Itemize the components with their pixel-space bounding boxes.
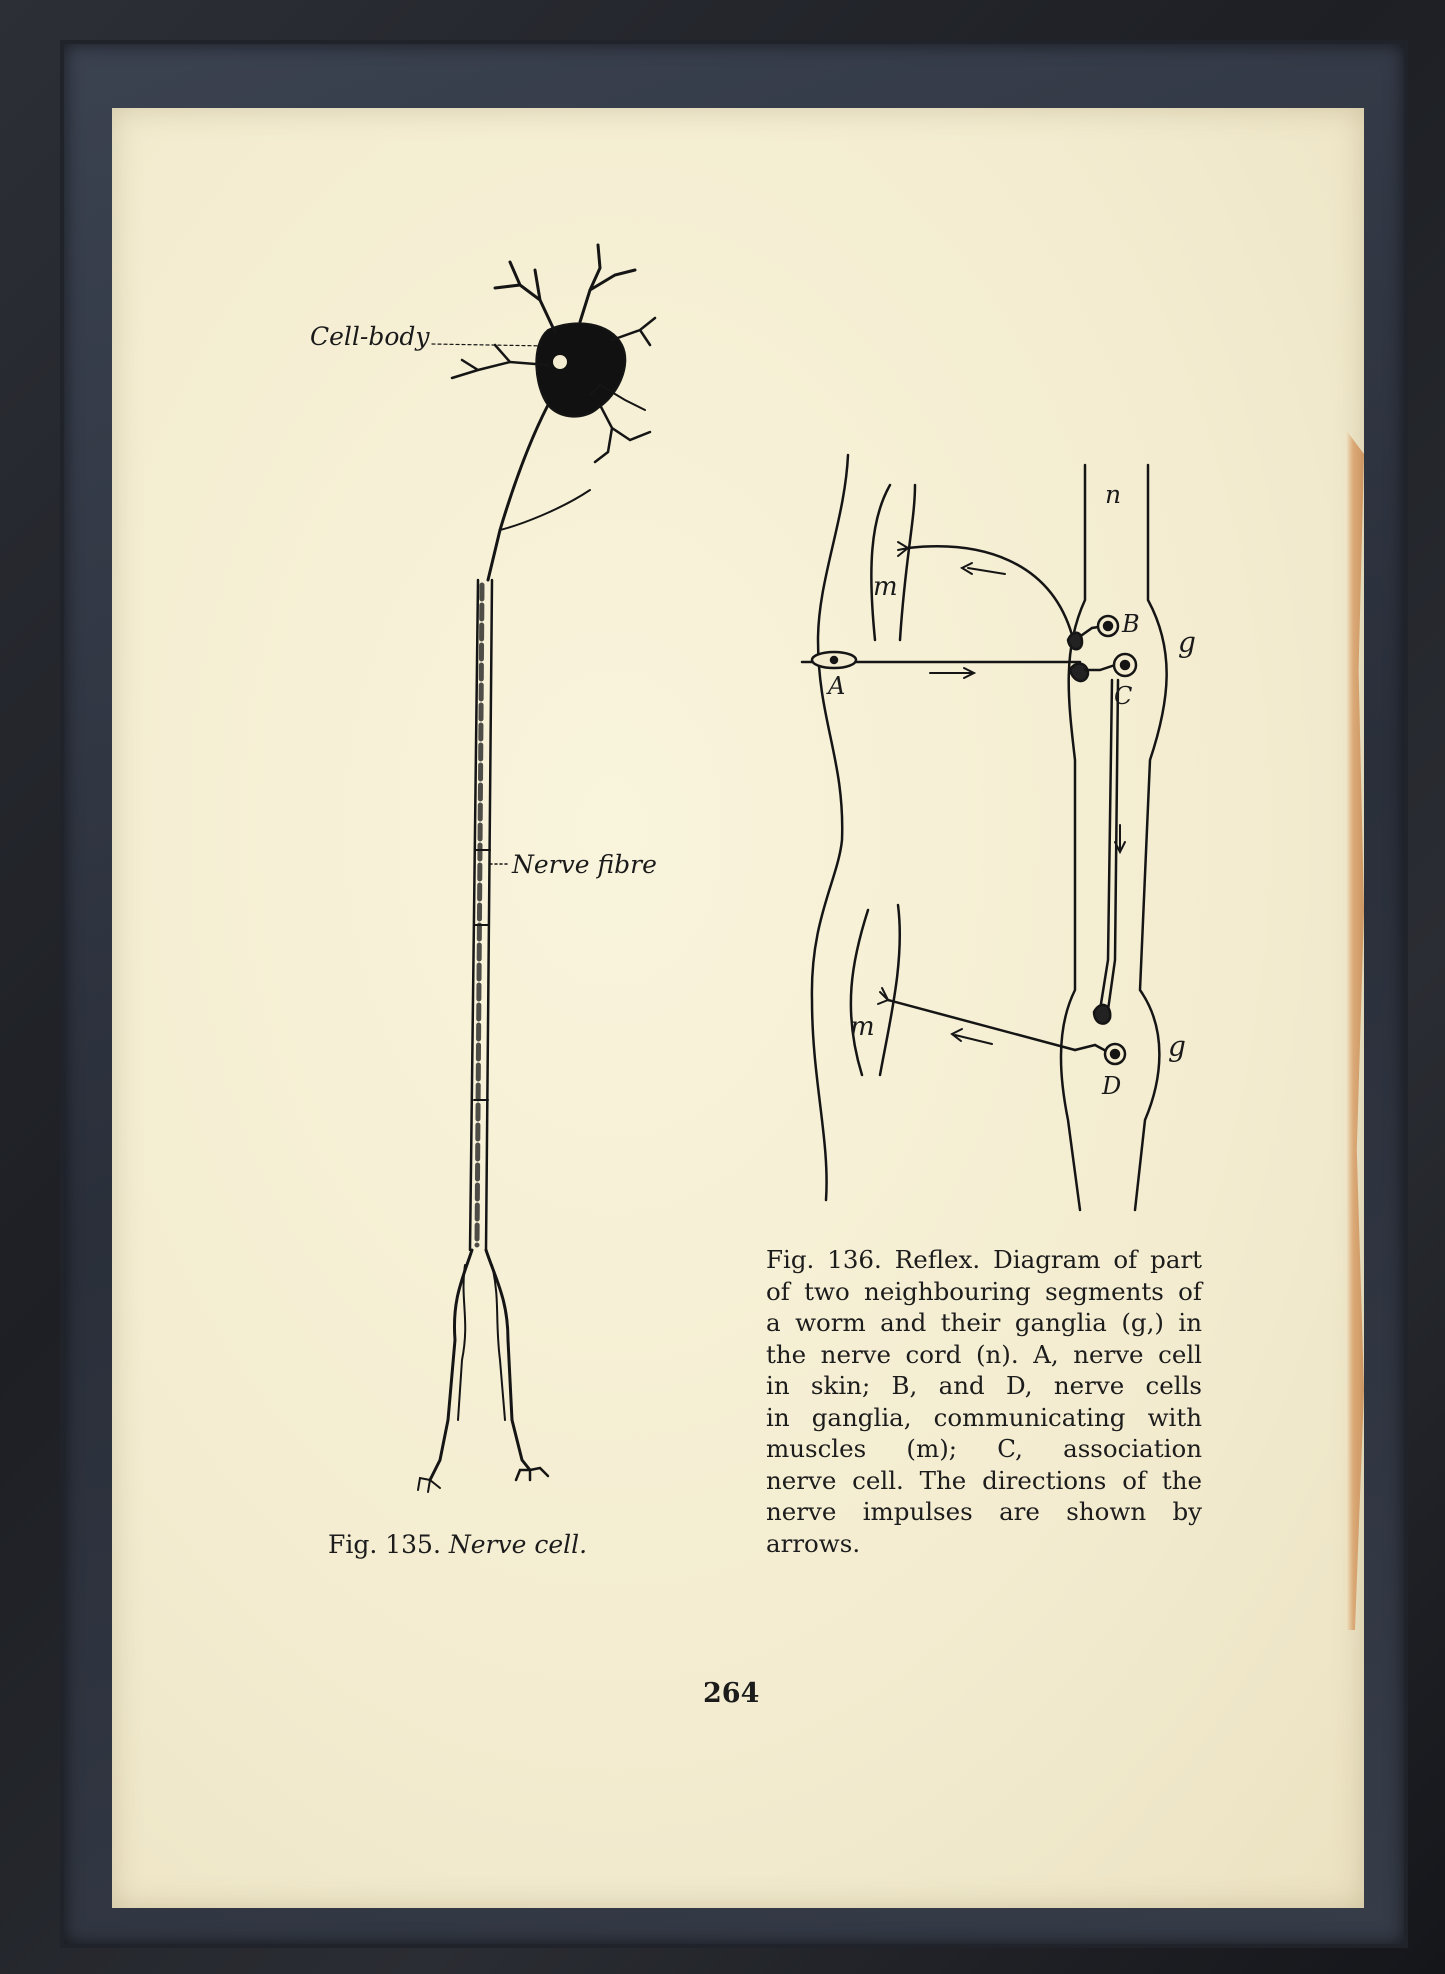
caption-line: in skin; B, and D, nerve cells (766, 1371, 1202, 1400)
label-n: n (1105, 480, 1122, 509)
label-m-lower: m (850, 1012, 875, 1042)
label-B: B (1122, 610, 1140, 638)
caption-line: nerve cell. The directions of the (766, 1465, 1202, 1495)
caption-line: Fig. 136. Reflex. Diagram of part (766, 1245, 1202, 1274)
label-m-upper: m (873, 572, 898, 602)
nerve-fibre-label: Nerve fibre (512, 850, 657, 879)
caption-line: in ganglia, communicating with (766, 1402, 1202, 1432)
figure-136-caption (766, 1244, 1202, 1559)
caption-line: arrows. (766, 1528, 861, 1558)
caption-line: the nerve cord (n). A, nerve cell (766, 1339, 1202, 1369)
caption-line: of two neighbouring segments of (766, 1276, 1202, 1306)
figure-135-number: Fig. 135. (328, 1530, 441, 1559)
caption-line: muscles (m); C, association (766, 1434, 1202, 1463)
label-A: A (828, 672, 846, 700)
label-g-upper: g (1178, 626, 1196, 659)
figure-135-title: Nerve cell. (448, 1530, 588, 1559)
page-number: 264 (703, 1678, 760, 1709)
label-D: D (1102, 1072, 1122, 1100)
cell-body-label: Cell-body (310, 322, 430, 351)
label-g-lower: g (1168, 1030, 1186, 1063)
caption-line: a worm and their ganglia (g,) in (766, 1308, 1202, 1337)
caption-line: nerve impulses are shown by (766, 1497, 1202, 1526)
label-C: C (1114, 682, 1133, 710)
